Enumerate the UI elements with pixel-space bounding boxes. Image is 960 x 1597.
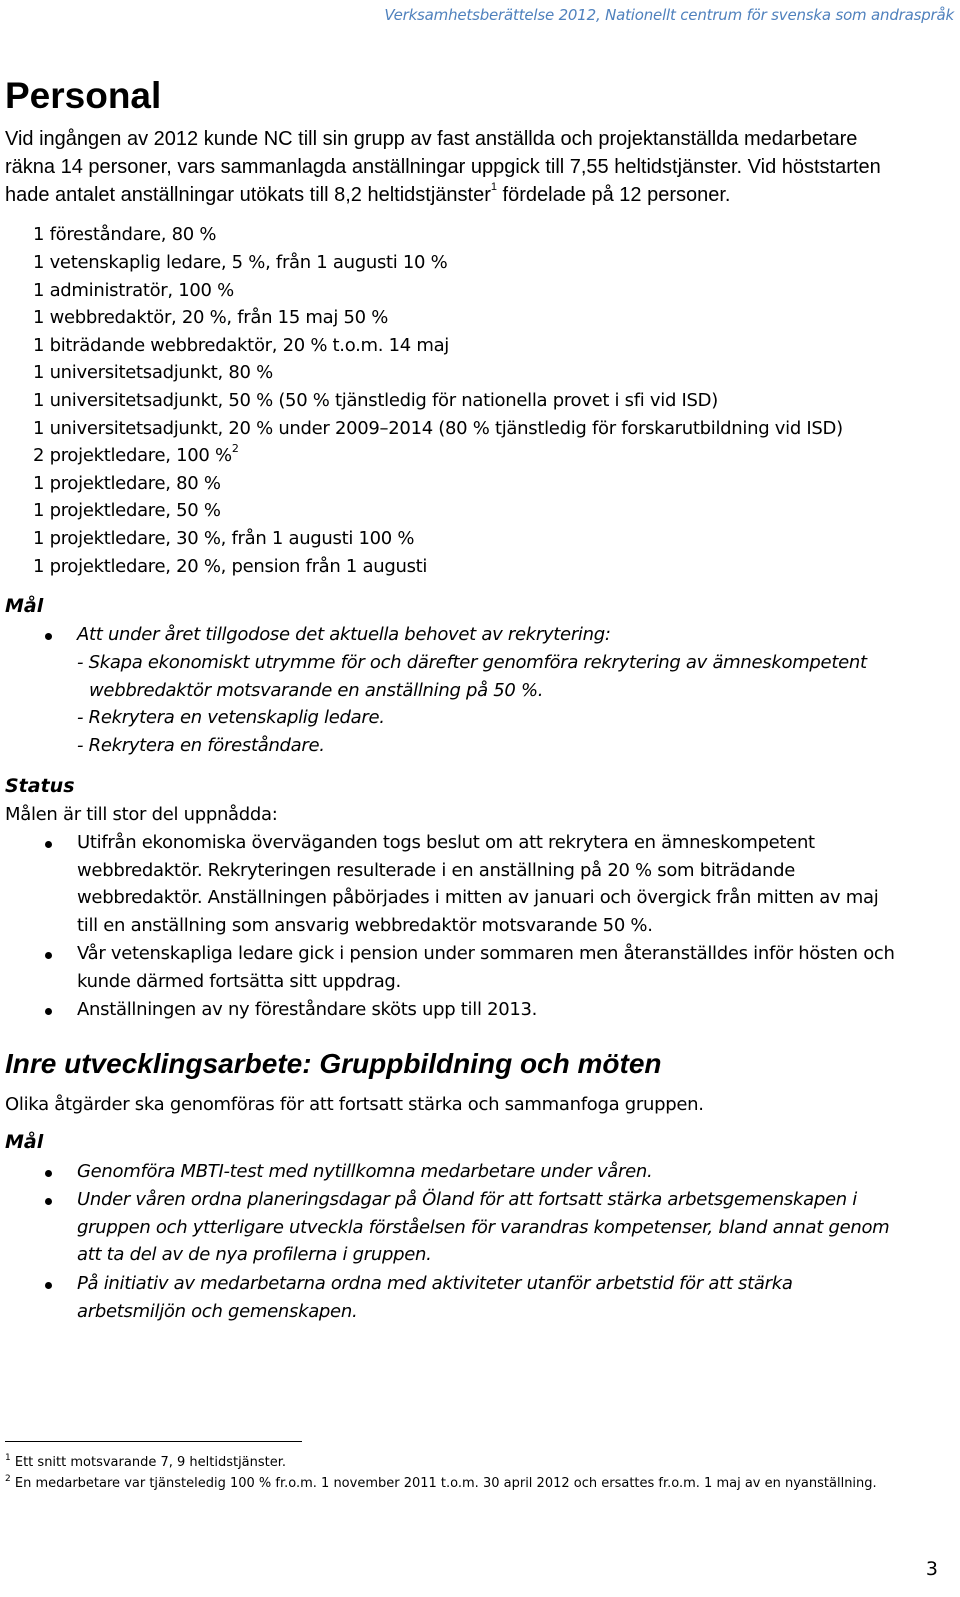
running-header: Verksamhetsberättelse 2012, Nationellt centrum för svenska som andraspråk (384, 6, 954, 24)
intro-line: räkna 14 personer, vars sammanlagda anställningar uppgick till 7,55 heltidstjänster. Vid höststarten (5, 156, 881, 178)
goal-subline: - Rekrytera en vetenskaplig ledare. (77, 707, 385, 728)
staff-item: 1 universitetsadjunkt, 20 % under 2009–2014 (80 % tjänstledig för forskarutbildning vid ISD) (33, 418, 843, 439)
footnote-separator (5, 1441, 302, 1442)
section-title-inre: Inre utvecklingsarbete: Gruppbildning och möten (5, 1048, 662, 1079)
bullet-dot (45, 1198, 52, 1205)
bullet-dot (45, 952, 52, 959)
staff-item: 1 webbredaktör, 20 %, från 15 maj 50 % (33, 307, 389, 328)
inre-goal-line: att ta del av de nya profilerna i gruppen. (77, 1244, 432, 1265)
footnote-ref-1: 1 (490, 181, 497, 193)
inre-goal-line: Genomföra MBTI-test med nytillkomna medarbetare under våren. (77, 1161, 653, 1182)
goal-subline: webbredaktör motsvarande en anställning på 50 %. (89, 680, 544, 701)
intro-line-last: hade antalet anställningar utökats till 8,2 heltidstjänster$^1$ fördelade på 12 personer. (5, 181, 731, 206)
status-item-line: kunde därmed fortsätta sitt uppdrag. (77, 971, 401, 992)
inre-goal-line: På initiativ av medarbetarna ordna med aktiviteter utanför arbetstid för att stärka (77, 1273, 793, 1294)
subheading-mal: Mål (5, 1131, 44, 1153)
goal-item: Att under året tillgodose det aktuella behovet av rekrytering: (77, 624, 611, 645)
goal-subline: - Skapa ekonomiskt utrymme för och därefter genomföra rekrytering av ämneskompetent (77, 652, 867, 673)
goal-subline: - Rekrytera en föreståndare. (77, 735, 325, 756)
staff-item: 1 föreståndare, 80 % (33, 224, 217, 245)
page-number: 3 (925, 1558, 938, 1580)
inre-goal-line: Under våren ordna planeringsdagar på Öland för att fortsatt stärka arbetsgemenskapen i (77, 1189, 857, 1210)
inre-goal-line: arbetsmiljön och gemenskapen. (77, 1301, 358, 1322)
staff-item: 1 universitetsadjunkt, 50 % (50 % tjänstledig för nationella provet i sfi vid ISD) (33, 390, 718, 411)
staff-item: 1 universitetsadjunkt, 80 % (33, 362, 273, 383)
status-item-line: webbredaktör. Rekryteringen resulterade i en anställning på 20 % som biträdande (77, 860, 795, 881)
staff-item: 1 projektledare, 20 %, pension från 1 augusti (33, 556, 428, 577)
footnote: $^2$ En medarbetare var tjänsteledig 100 % fr.o.m. 1 november 2011 t.o.m. 30 april 2012 och ersattes fr.o.m. 1 maj av en nyanställning. (5, 1474, 877, 1491)
status-intro: Målen är till stor del uppnådda: (5, 804, 278, 825)
bullet-dot (45, 1008, 52, 1015)
status-item-line: Utifrån ekonomiska överväganden togs beslut om att rekrytera en ämneskompetent (77, 832, 815, 853)
bullet-dot (45, 841, 52, 848)
status-item-line: Anställningen av ny föreståndare sköts upp till 2013. (77, 999, 538, 1020)
bullet-dot (45, 1282, 52, 1289)
staff-item: 1 administratör, 100 % (33, 280, 234, 301)
footnote-ref-2: 2 (231, 442, 239, 455)
footnote: $^1$ Ett snitt motsvarande 7, 9 heltidstjänster. (5, 1453, 287, 1470)
staff-item: 1 projektledare, 30 %, från 1 augusti 100 % (33, 528, 415, 549)
status-item-line: webbredaktör. Anställningen påbörjades i mitten av januari och övergick från mitten av maj (77, 887, 879, 908)
intro-line: Vid ingången av 2012 kunde NC till sin grupp av fast anställda och projektanställda medarbetare (5, 128, 858, 150)
staff-item: 1 vetenskaplig ledare, 5 %, från 1 augusti 10 % (33, 252, 448, 273)
status-item-line: till en anställning som ansvarig webbredaktör motsvarande 50 %. (77, 915, 653, 936)
staff-item: 1 projektledare, 80 % (33, 473, 221, 494)
subheading-mal: Mål (5, 595, 44, 617)
bullet-dot (45, 633, 52, 640)
status-item-line: Vår vetenskapliga ledare gick i pension under sommaren men återanställdes inför hösten och (77, 943, 895, 964)
inre-intro: Olika åtgärder ska genomföras för att fortsatt stärka och sammanfoga gruppen. (5, 1094, 704, 1115)
staff-item-with-ref: 2 projektledare, 100 %$^2$ (33, 442, 239, 466)
section-title-personal: Personal (5, 75, 162, 116)
staff-item: 1 biträdande webbredaktör, 20 % t.o.m. 14 maj (33, 335, 450, 356)
inre-goal-line: gruppen och ytterligare utveckla förståelsen för varandras kompetenser, bland annat genom (77, 1217, 890, 1238)
subheading-status: Status (5, 775, 75, 797)
bullet-dot (45, 1170, 52, 1177)
staff-item: 1 projektledare, 50 % (33, 500, 221, 521)
